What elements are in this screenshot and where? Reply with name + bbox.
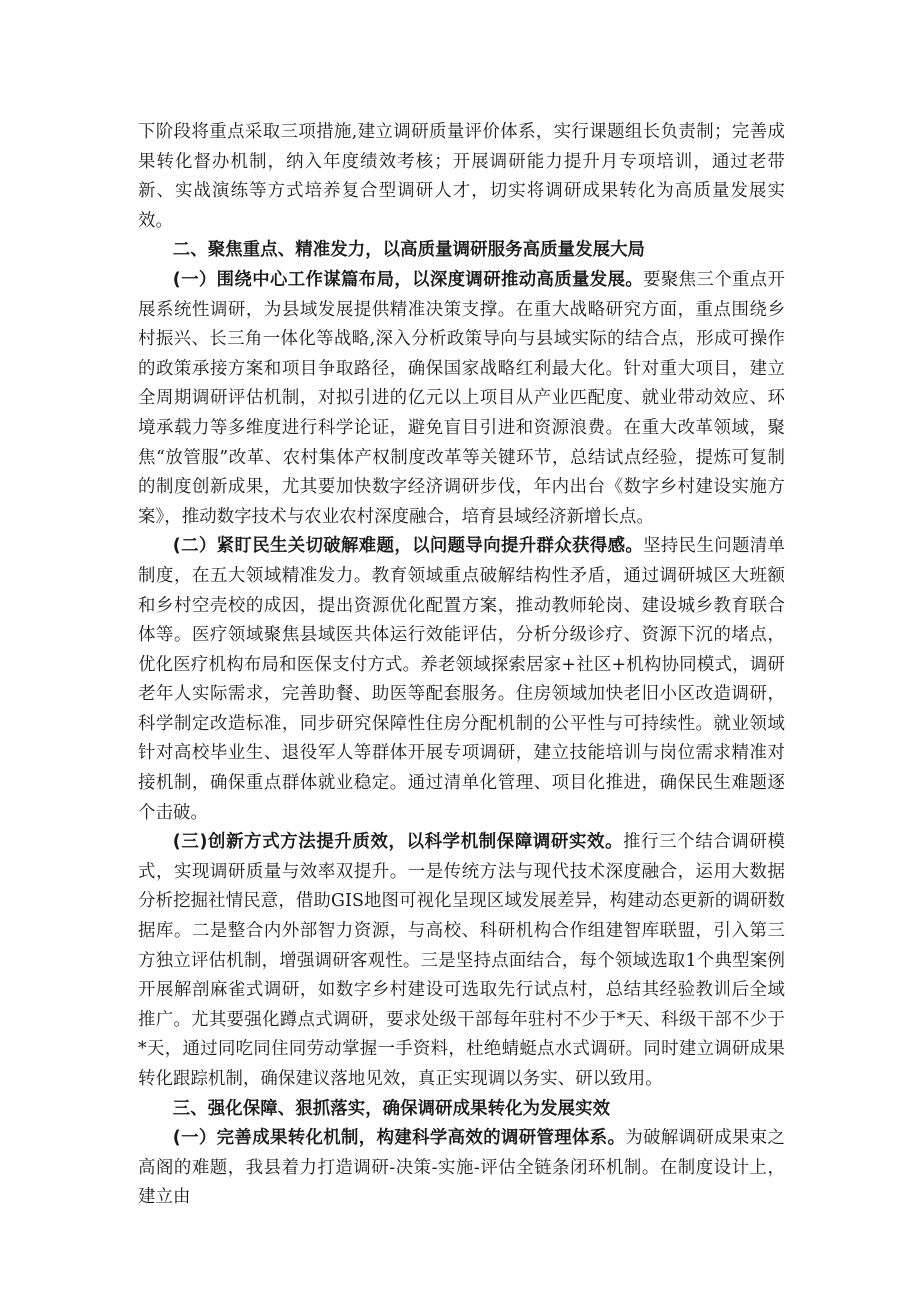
subsection-3-body: 推行三个结合调研模式，实现调研质量与效率双提升。一是传统方法与现代技术深度融合，运用大数据分析挖掘社情民意，借助GIS地图可视化呈现区域发展差异，构建动态更新的调研数据库。二是整合内外部智力资源，与高校、科研机构合作组建智库联盟，引入第三方独立评估机制，增强调研客观性。三是坚持点面结合，每个领域选取1个典型案例开展解剖麻雀式调研，如数字乡村建设可选取先行试点村，总结其经验教训后全域推广。尤其要强化蹲点式调研，要求处级干部每年驻村不少于*天、科级干部不少于*天，通过同吃同住同劳动掌握一手资料，杜绝蜻蜓点水式调研。同时建立调研成果转化跟踪机制，确保建议落地见效，真正实现调以务实、研以致用。 (138, 832, 786, 1089)
subsection-4-body: 为破解调研成果束之高阁的难题，我县着力打造调研-决策-实施-评估全链条闭环机制。在制度设计上，建立由 (138, 1128, 785, 1208)
paragraph-subsection-1 (138, 266, 785, 532)
document-page (138, 118, 785, 1213)
subsection-4-title: (一）完善成果转化机制，构建科学高效的调研管理体系。 (172, 1128, 626, 1149)
subsection-2-body: 坚持民生问题清单制度，在五大领域精准发力。教育领域重点破解结构性矛盾，通过调研城区大班额和乡村空壳校的成因，提出资源优化配置方案，推动教师轮岗、建设城乡教育联合体等。医疗领域聚焦县域医共体运行效能评估，分析分级诊疗、资源下沉的堵点，优化医疗机构布局和医保支付方式。养老领域探索居家+社区+机构协同模式，调研老年人实际需求，完善助餐、助医等配套服务。住房领域加快老旧小区改造调研，科学制定改造标准，同步研究保障性住房分配机制的公平性与可持续性。就业领域针对高校毕业生、退役军人等群体开展专项调研，建立技能培训与岗位需求精准对接机制，确保重点群体就业稳定。通过清单化管理、项目化推进，确保民生难题逐个击破。 (138, 536, 785, 823)
paragraph-continuation: 下阶段将重点采取三项措施,建立调研质量评价体系，实行课题组长负责制；完善成果转化督办机制，纳入年度绩效考核；开展调研能力提升月专项培训，通过老带新、实战演练等方式培养复合型调研人才，切实将调研成果转化为高质量发展实效。 (138, 122, 785, 231)
paragraph-subsection-4 (138, 1124, 785, 1213)
subsection-1-title: (一）围绕中心工作谋篇布局，以深度调研推动高质量发展。 (172, 269, 644, 290)
subsection-2-title: (二）紧盯民生关切破解难题，以问题导向提升群众获得感。 (172, 536, 644, 557)
section-heading-3: 三、强化保障、狠抓落实，确保调研成果转化为发展实效 (172, 1098, 611, 1119)
subsection-3-title: (三)创新方式方法提升质效，以科学机制保障调研实效。 (172, 832, 624, 853)
subsection-1-body: 要聚焦三个重点开展系统性调研，为县域发展提供精准决策支撑。在重大战略研究方面，重点围绕乡村振兴、长三角一体化等战略,深入分析政策导向与县域实际的结合点，形成可操作的政策承接方案和项目争取路径，确保国家战略红利最大化。针对重大项目，建立全周期调研评估机制，对拟引进的亿元以上项目从产业匹配度、就业带动效应、环境承载力等多维度进行科学论证，避免盲目引进和资源浪费。在重大改革领域，聚焦“放管服”改革、农村集体产权制度改革等关键环节，总结试点经验，提炼可复制的制度创新成果，尤其要加快数字经济调研步伐，年内出台《数字乡村建设实施方案》，推动数字技术与农业农村深度融合，培育县域经济新增长点。 (138, 269, 785, 527)
paragraph-subsection-3 (138, 828, 785, 1094)
section-heading-2: 二、聚焦重点、精准发力，以高质量调研服务高质量发展大局 (172, 240, 646, 261)
paragraph-subsection-2 (138, 532, 785, 828)
